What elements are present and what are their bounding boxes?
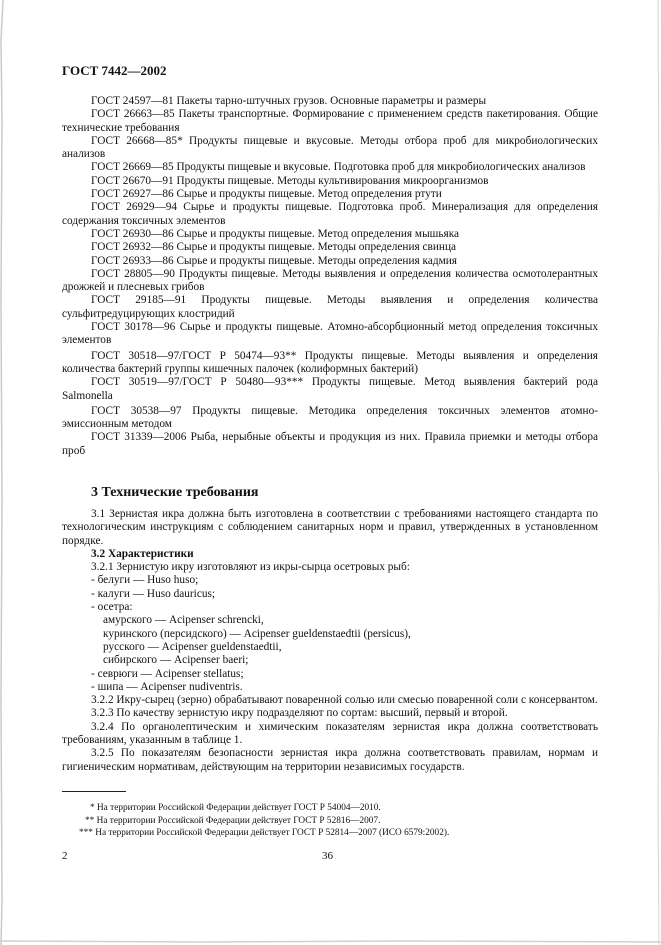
list-item: - севрюги — Acipenser stellatus; — [91, 667, 244, 680]
ref-item: ГОСТ 24597—81 Пакеты тарно-штучных грузов. Основные параметры и размеры — [91, 95, 487, 107]
ref-item: ГОСТ 30178—96 Сырье и продукты пищевые. Атомно-абсорбционный метод определения токсичных элементов — [62, 321, 598, 347]
subsection-title: 3.2 Характеристики — [91, 547, 194, 560]
ref-item: ГОСТ 26670—91 Продукты пищевые. Методы культивирования микроорганизмов — [91, 174, 489, 187]
document-header: ГОСТ 7442—2002 — [62, 63, 167, 78]
normative-references — [62, 95, 598, 458]
paragraph-3-2-3: 3.2.3 По качеству зернистую икру подразделяют по сортам: высший, первый и второй. — [91, 707, 508, 720]
paragraph-3-1: 3.1 Зернистая икра должна быть изготовлена в соответствии с требованиями настоящего стандарта по технологическим инструкциям с соблюдением санитарных норм и правил, утвержденных в установленном порядке. — [62, 508, 598, 547]
ref-item: ГОСТ 26668—85* Продукты пищевые и вкусовые. Методы отбора проб для микробиологических анализов — [62, 134, 598, 161]
ref-item: ГОСТ 28805—90 Продукты пищевые. Методы выявления и определения количества осмотолерантных дрожжей и плесневых грибов — [62, 267, 598, 294]
paragraph-3-2-4: 3.2.4 По органолептическим и химическим показателям зернистая икра должна соответствовать требованиям, указанным в таблице 1. — [62, 720, 598, 747]
ref-item: ГОСТ 26929—94 Сырье и продукты пищевые. Подготовка проб. Минерализация для определения содержания токсичных элементов — [62, 201, 598, 227]
list-subitem: куринского (персидского) — Acipenser gueldenstaedtii (persicus), — [103, 627, 411, 640]
page-number-left: 2 — [62, 850, 68, 862]
ref-item: ГОСТ 26930—86 Сырье и продукты пищевые. Метод определения мышьяка — [91, 227, 460, 240]
list-item: - белуги — Huso huso; — [91, 574, 199, 587]
section-title: 3 Технические требования — [91, 485, 259, 500]
footnote: *** На территории Российской Федерации действует ГОСТ Р 52814—2007 (ИСО 6579:2002). — [79, 828, 450, 838]
list-subitem: сибирского — Acipenser baeri; — [103, 654, 249, 667]
paragraph-3-2-1: 3.2.1 Зернистую икру изготовляют из икры-сырца осетровых рыб: — [91, 561, 410, 574]
ref-item: ГОСТ 31339—2006 Рыба, нерыбные объекты и продукция из них. Правила приемки и методы отбора проб — [62, 431, 598, 457]
footnote-separator — [62, 791, 126, 792]
footnote: ** На территории Российской Федерации действует ГОСТ Р 52816—2007. — [85, 815, 381, 826]
list-item: - осетра: — [91, 601, 133, 614]
ref-item: ГОСТ 26932—86 Сырье и продукты пищевые. Методы определения свинца — [91, 241, 457, 254]
ref-item: ГОСТ 26933—86 Сырье и продукты пищевые. Методы определения кадмия — [91, 254, 457, 267]
page-number-center: 36 — [322, 850, 333, 862]
list-subitem: амурского — Acipenser schrencki, — [103, 614, 264, 627]
paragraph-3-2-2: 3.2.2 Икру-сырец (зерно) обрабатывают поваренной солью или смесью поваренной соли с консервантом. — [91, 694, 598, 707]
ref-item: ГОСТ 26927—86 Сырье и продукты пищевые. Метод определения ртути — [91, 188, 442, 201]
ref-item: ГОСТ 30518—97/ГОСТ Р 50474—93** Продукты пищевые. Методы выявления и определения количества бактерий группы кишечных палочек (колиформных бактерий) — [62, 349, 598, 375]
section-body — [62, 508, 598, 774]
list-item: - шипа — Acipenser nudiventris. — [91, 680, 243, 693]
list-subitem: русского — Acipenser gueldenstaedtii, — [103, 640, 282, 653]
ref-item: ГОСТ 26663—85 Пакеты транспортные. Формирование с применением средств пакетирования. Общие технические требования — [62, 108, 598, 134]
ref-item: ГОСТ 29185—91 Продукты пищевые. Методы выявления и определения количества сульфитредуцирующих клостридий — [62, 294, 598, 320]
ref-item: ГОСТ 30538—97 Продукты пищевые. Методика определения токсичных элементов атомно-эмиссионным методом — [62, 404, 598, 431]
ref-item: ГОСТ 30519—97/ГОСТ Р 50480—93*** Продукты пищевые. Метод выявления бактерий рода Salmonella — [62, 376, 598, 402]
list-item: - калуги — Huso dauricus; — [91, 587, 216, 600]
paragraph-3-2-5: 3.2.5 По показателям безопасности зернистая икра должна соответствовать правилам, нормам и гигиеническим нормативам, действующим на территории независимых государств. — [62, 747, 598, 773]
footnotes — [62, 802, 598, 840]
footnote: * На территории Российской Федерации действует ГОСТ Р 54004—2010. — [90, 803, 381, 813]
ref-item: ГОСТ 26669—85 Продукты пищевые и вкусовые. Подготовка проб для микробиологических анализов — [91, 161, 586, 174]
